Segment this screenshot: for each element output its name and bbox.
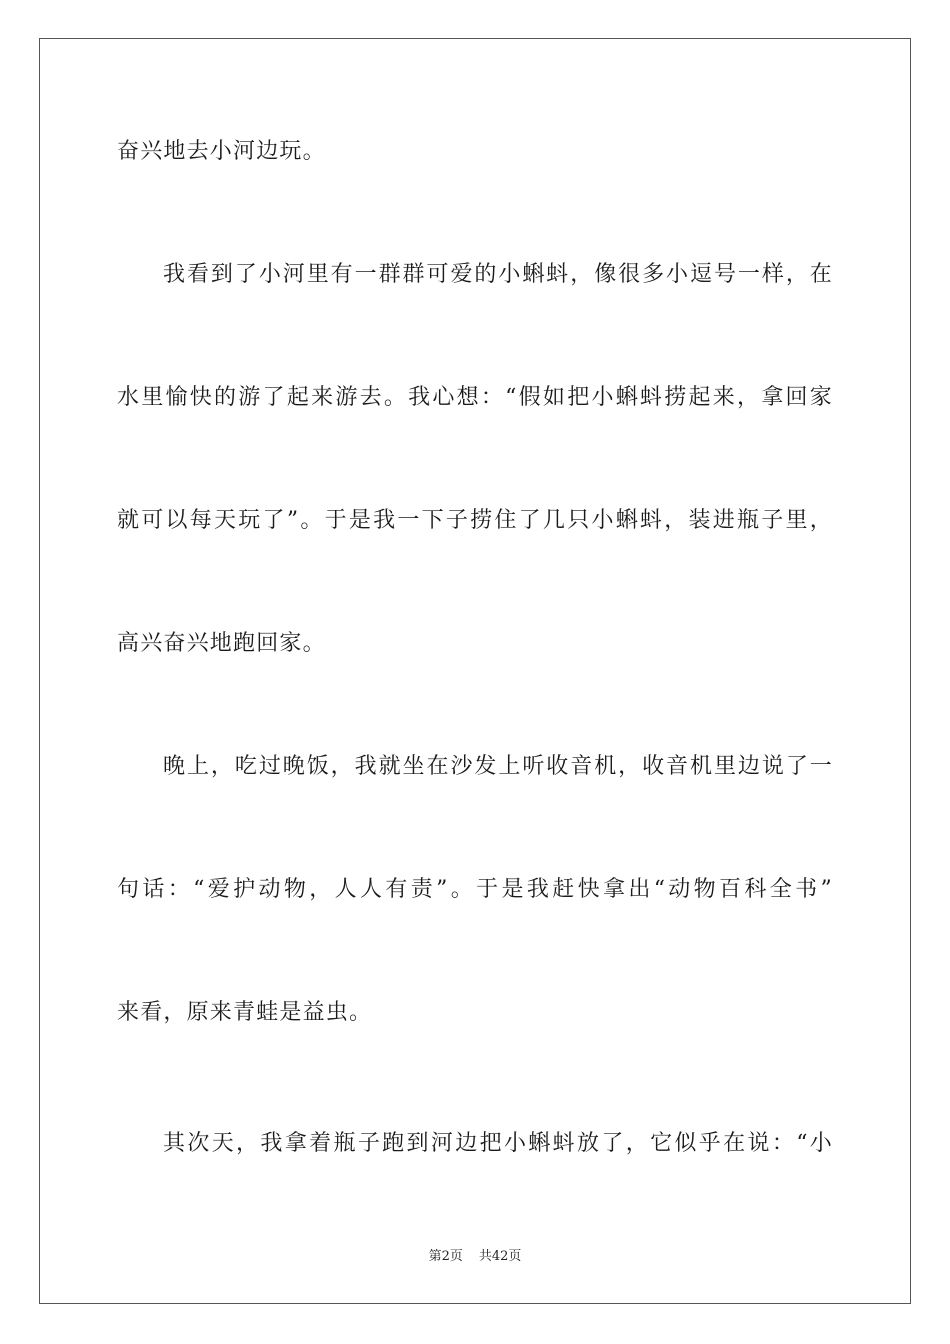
page-frame xyxy=(39,38,911,1304)
page-number: 第2页 xyxy=(428,1249,463,1264)
paragraph-line: 我看到了小河里有一群群可爱的小蝌蚪，像很多小逗号一样，在 xyxy=(163,262,833,287)
paragraph-line: 来看，原来青蛙是益虫。 xyxy=(117,1000,373,1025)
paragraph-line: 高兴奋兴地跑回家。 xyxy=(117,631,326,656)
page-footer xyxy=(0,1248,950,1266)
paragraph-line: 奋兴地去小河边玩。 xyxy=(117,139,326,164)
paragraph-line: 晚上，吃过晚饭，我就坐在沙发上听收音机，收音机里边说了一 xyxy=(163,754,833,779)
page-total: 共42页 xyxy=(478,1249,522,1264)
paragraph-line: 其次天，我拿着瓶子跑到河边把小蝌蚪放了，它似乎在说：“小 xyxy=(163,1131,833,1156)
paragraph-line: 水里愉快的游了起来游去。我心想：“假如把小蝌蚪捞起来，拿回家 xyxy=(117,385,833,410)
paragraph-line: 句话：“爱护动物，人人有责”。于是我赶快拿出“动物百科全书” xyxy=(117,877,833,902)
paragraph-line: 就可以每天玩了”。于是我一下子捞住了几只小蝌蚪，装进瓶子里， xyxy=(117,508,833,533)
